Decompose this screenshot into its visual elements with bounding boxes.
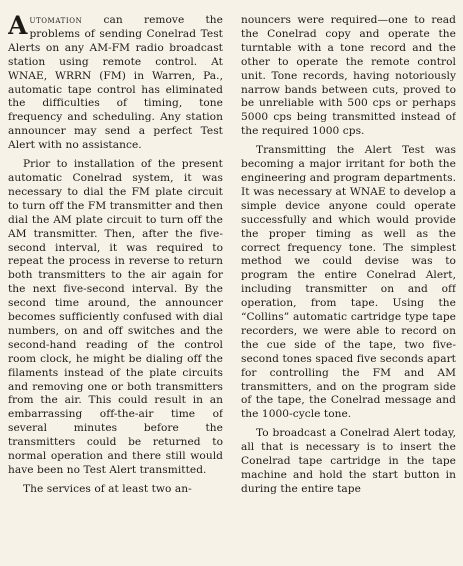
paragraph: Prior to installation of the present automatic Conelrad system, it was necessary to dial the FM plate circuit to turn off the FM transmitter and then dial the AM plate circuit to turn off the AM transmitter. Then, after the five-second interval, it was required to repeat the process in reverse to return both transmitters to the air again for the next five-second interval. By the second time around, the announcer becomes sufficiently confused with dial numbers, on and off switches and the second-hand reading of the control room clock, he might be dialing off the filaments instead of the plate circuits and removing one or both transmitters from the air. This could result in an embarrassing off-the-air time of several minutes before the transmitters could be returned to normal operation and there still would have been no Test Alert transmitted. bbox=[8, 158, 223, 476]
paragraph: To broadcast a Conelrad Alert today, all that is necessary is to insert the Conelrad tape cartridge in the tape machine and hold the start button in during the entire tape bbox=[241, 427, 456, 495]
column-right bbox=[241, 14, 456, 566]
paragraph: nouncers were required—one to read the Conelrad copy and operate the turntable with a tone record and the other to operate the remote control unit. Tone records, having notoriously narrow bands between cuts, proved to be unreliable with 500 cps or perhaps 5000 cps being transmitted instead of the required 1000 cps. bbox=[241, 14, 456, 138]
paragraph: Transmitting the Alert Test was becoming a major irritant for both the engineering and program departments. It was necessary at WNAE to develop a simple device anyone could operate successfully and which would provide the proper timing as well as the correct frequency tone. The simplest method we could devise was to program the entire Conelrad Alert, including transmitter on and off operation, from tape. Using the “Collins” automatic cartridge type tape recorders, we were able to record on the cue side of the tape, two five-second tones spaced five seconds apart for controlling the FM and AM transmitters, and on the program side of the tape, the Conelrad message and the 1000-cycle tone. bbox=[241, 144, 456, 421]
column-left bbox=[8, 14, 223, 566]
lead-word: utomation bbox=[29, 14, 83, 26]
paragraph: The services of at least two an- bbox=[23, 482, 192, 495]
paragraph-text: can remove the problems of sending Conelrad Test Alerts on any AM-FM radio broadcast station using remote control. At WNAE, WRRN (FM) in Warren, Pa., automatic tape control has eliminated the difficulties of timing, tone frequency and scheduling. Any station announcer may send a perfect Test Alert with no assistance. bbox=[8, 14, 223, 152]
paragraph bbox=[8, 14, 223, 153]
drop-cap: A bbox=[8, 14, 28, 40]
